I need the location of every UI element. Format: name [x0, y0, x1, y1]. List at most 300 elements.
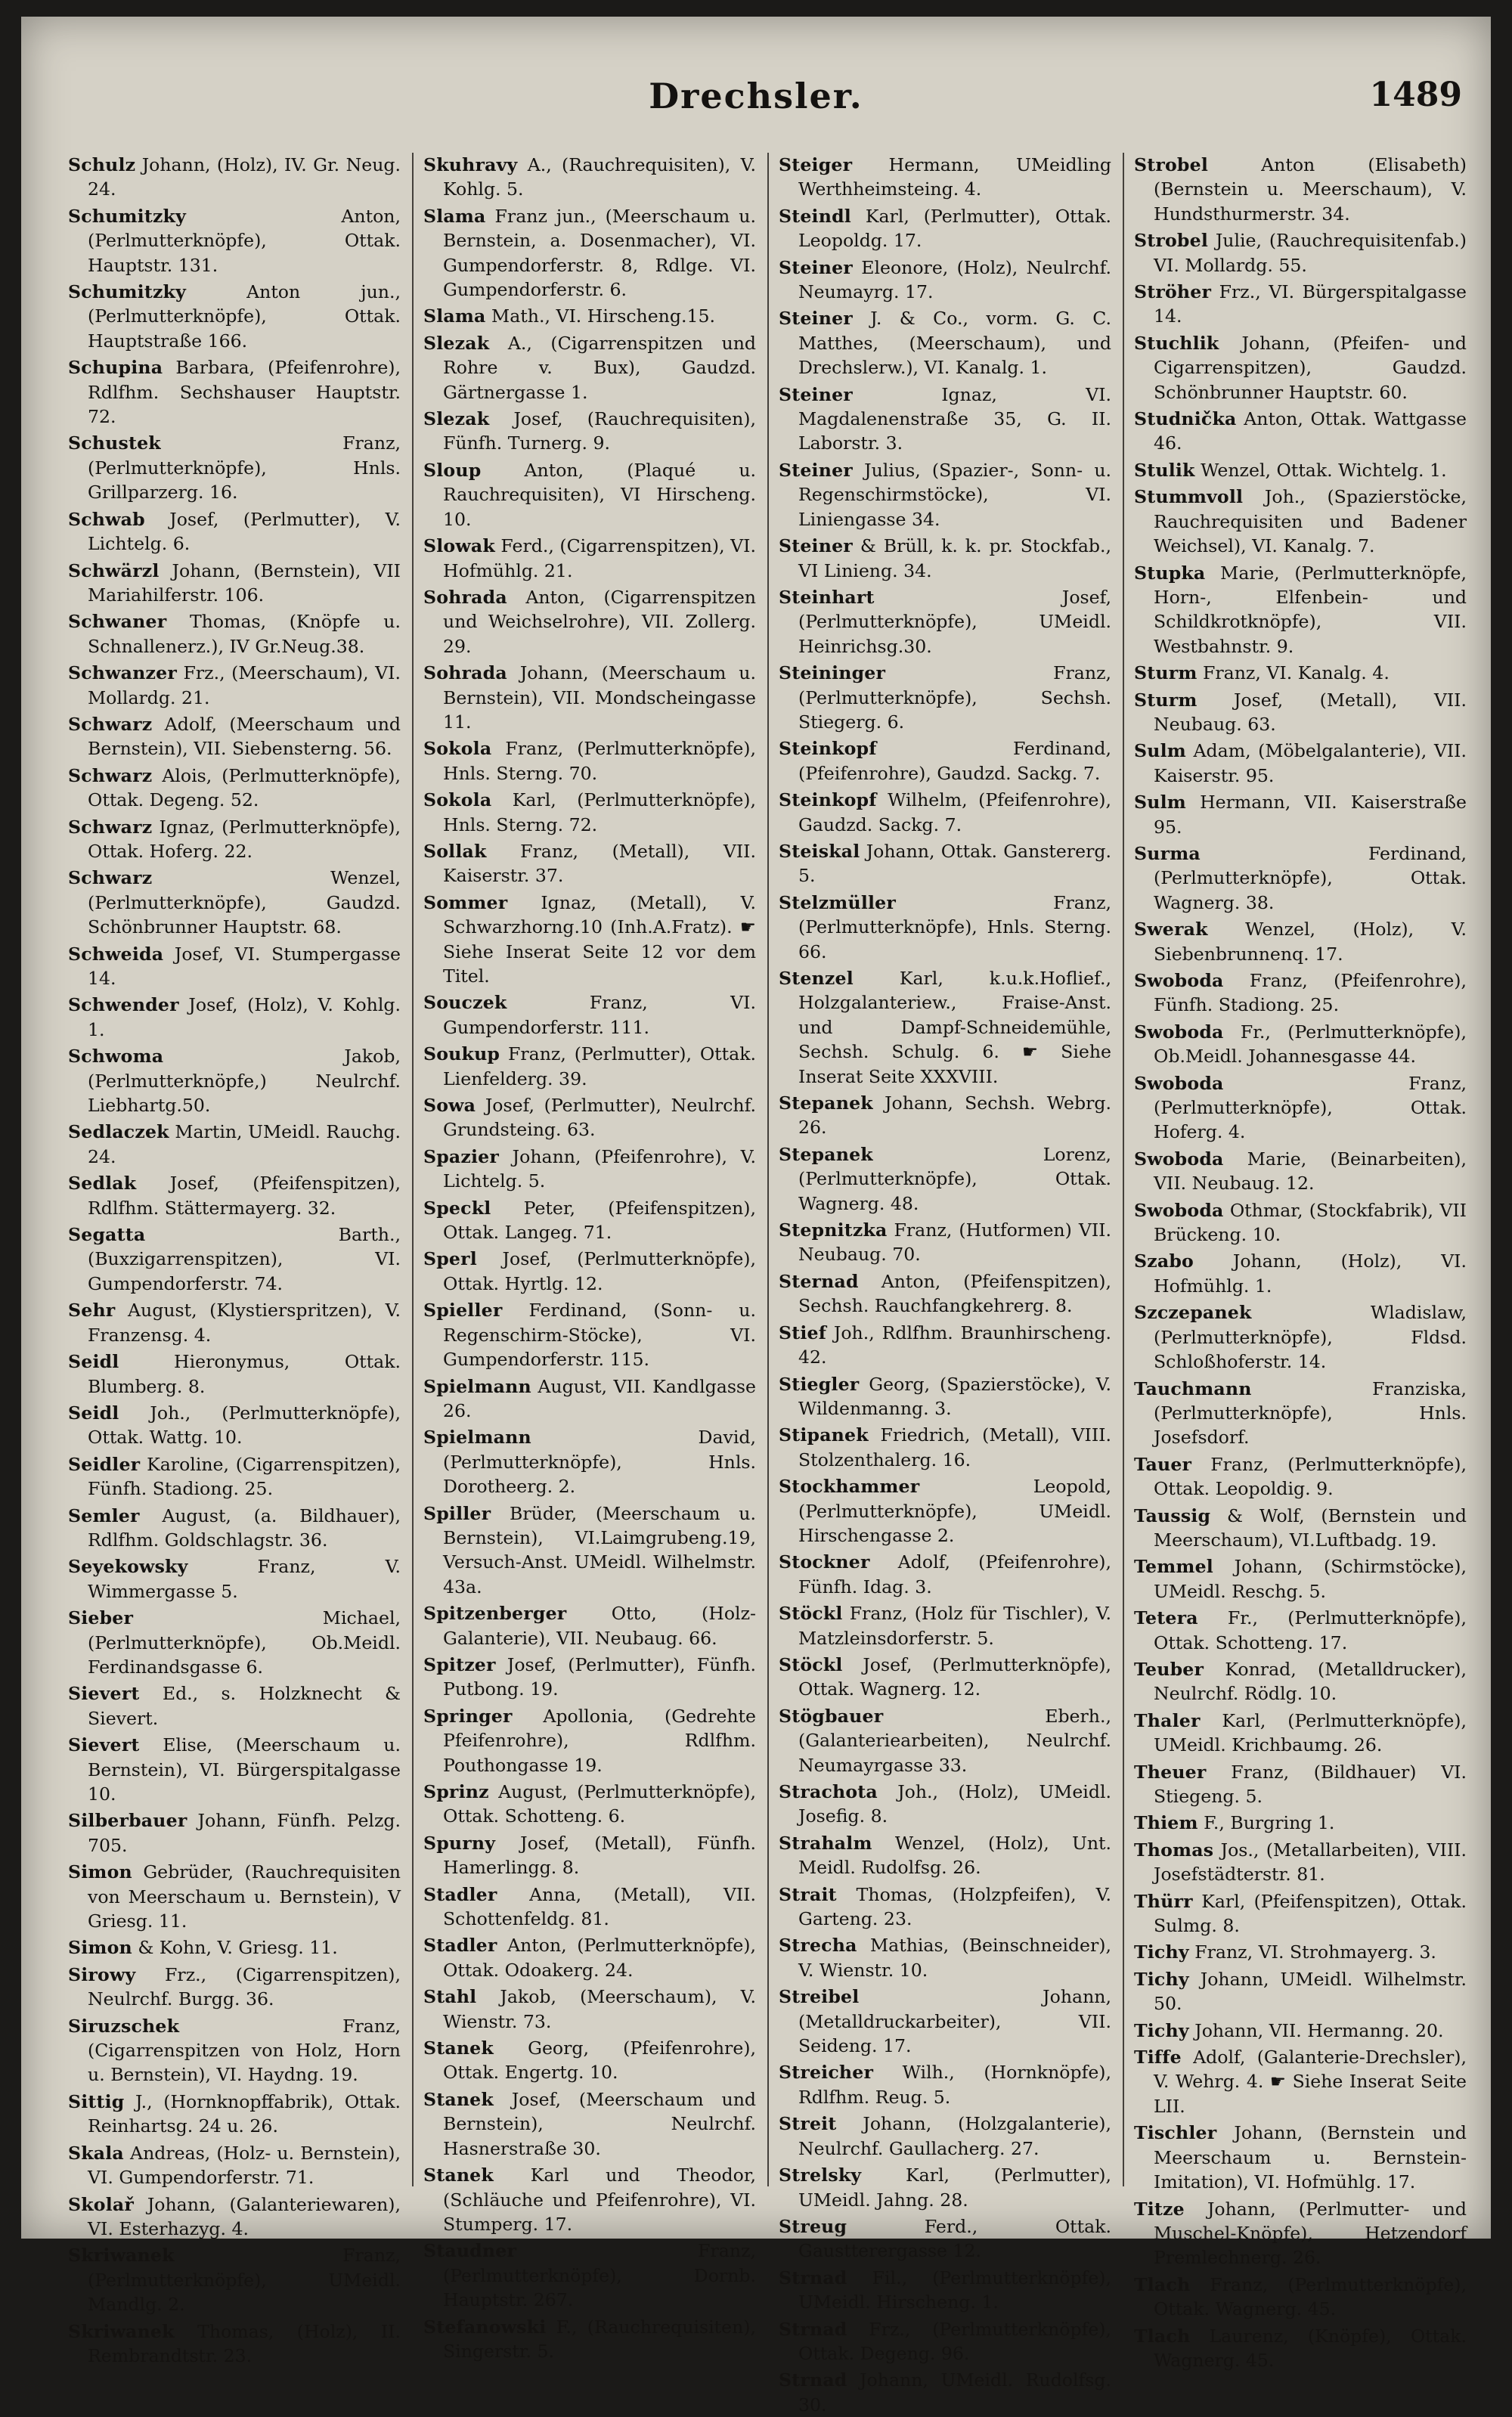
entry-details: Konrad, (Metalldrucker), Neulrchf. Rödlg. 10. — [1154, 1658, 1467, 1705]
entry-name: Strnad — [779, 2267, 847, 2288]
entry-details: Josef, (Perlmutterknöpfe), Ottak. Wagnerg. 12. — [798, 1653, 1111, 1700]
entry-details: Johann, UMeidl. Rudolfsg. 30. — [798, 2369, 1112, 2415]
directory-entry — [1134, 841, 1467, 915]
entry-details: Franz, (Perlmutterknöpfe), UMeidl. Mandlg. 2. — [88, 2245, 401, 2316]
entry-name: Skala — [68, 2142, 124, 2164]
entry-details: Joh., (Perlmutterknöpfe), Ottak. Wattg. 10. — [88, 1402, 401, 1449]
entry-details: Franz, (Perlmutterknöpfe), Hnls. Grillparzerg. 16. — [88, 432, 401, 504]
entry-name: Schwarz — [68, 764, 153, 786]
directory-entry — [423, 585, 756, 658]
entry-details: Peter, (Pfeifenspitzen), Ottak. Langeg. 71. — [443, 1197, 756, 1244]
directory-entry — [1134, 2121, 1467, 2194]
entry-name: Stöckl — [779, 1603, 843, 1625]
entry-name: Schwarz — [68, 816, 153, 838]
directory-entry — [68, 2141, 401, 2190]
entry-name: Strait — [779, 1883, 837, 1905]
entry-name: Thomas — [1134, 1839, 1214, 1861]
entry-name: Stelzmüller — [779, 891, 896, 913]
entry-details: August, (Perlmutterknöpfe), Ottak. Schotteng. 6. — [443, 1781, 756, 1827]
entry-details: Anton jun., (Perlmutterknöpfe), Ottak. Hauptstraße 166. — [88, 281, 401, 352]
entry-details: Johann, (Schirmstöcke), UMeidl. Reschg. 5. — [1154, 1556, 1467, 1602]
entry-details: Johann, (Galanteriewaren), VI. Esterhazyg. 4. — [88, 2193, 401, 2239]
entry-name: Stepanek — [779, 1143, 873, 1165]
directory-entry — [423, 407, 756, 456]
entry-name: Strachota — [779, 1781, 878, 1802]
entry-details: Hieronymus, Ottak. Blumberg. 8. — [88, 1351, 401, 1397]
entry-name: Swoboda — [1134, 1021, 1224, 1043]
directory-entry — [779, 2060, 1111, 2109]
entry-details: Franz, (Metall), VII. Kaiserstr. 37. — [443, 840, 756, 887]
entry-details: Karl und Theodor, (Schläuche und Pfeifenrohre), VI. Stumperg. 17. — [443, 2164, 757, 2235]
entry-name: Strahalm — [779, 1832, 872, 1854]
directory-entry — [423, 1601, 756, 1650]
directory-entry — [68, 1298, 401, 1347]
entry-name: Stadler — [423, 1935, 497, 1957]
entry-details: & Brüll, k. k. pr. Stockfab., VI Linieng. 34. — [798, 535, 1111, 581]
directory-entry — [779, 891, 1111, 964]
entry-details: Franz, (Perlmutterknöpfe), Sechsh. Stiegerg. 6. — [798, 662, 1111, 733]
directory-entry — [423, 2163, 756, 2236]
entry-name: Sloup — [423, 459, 482, 481]
entry-details: Andreas, (Holz- u. Bernstein), VI. Gumpendorferstr. 71. — [88, 2142, 401, 2189]
directory-entry — [68, 661, 401, 710]
entry-details: Otto, (Holz-Galanterie), VII. Neubaug. 66. — [443, 1603, 756, 1649]
directory-entry — [1134, 1249, 1467, 1298]
directory-entry — [68, 431, 401, 504]
entry-name: Slama — [423, 305, 486, 327]
entry-details: Friedrich, (Metall), VIII. Stolzenthalerg. 16. — [798, 1424, 1112, 1470]
column-2 — [423, 153, 757, 2362]
directory-entry — [1134, 1452, 1467, 1501]
entry-details: Johann, (Meerschaum u. Bernstein), VII. Mondscheingasse 11. — [443, 662, 757, 733]
entry-name: Steinhart — [779, 586, 875, 608]
entry-details: Josef, (Pfeifenspitzen), Rdlfhm. Stättermayerg. 32. — [88, 1173, 401, 1219]
entry-details: Thomas, (Holzpfeifen), V. Garteng. 23. — [798, 1883, 1112, 1930]
directory-entry — [423, 1780, 756, 1829]
directory-entry — [1134, 228, 1467, 277]
entry-name: Sehr — [68, 1300, 116, 1322]
entry-details: Ignaz, (Perlmutterknöpfe), Ottak. Hoferg. 22. — [88, 816, 401, 862]
entry-name: Sturm — [1134, 689, 1198, 711]
entry-details: Johann, UMeidl. Wilhelmstr. 50. — [1154, 1968, 1467, 2015]
entry-name: Tichy — [1134, 1941, 1189, 1963]
directory-entry — [423, 1374, 756, 1424]
entry-details: Karl, (Perlmutter), UMeidl. Jahng. 28. — [798, 2164, 1111, 2211]
entry-name: Steiner — [779, 459, 853, 481]
entry-name: Stöckl — [779, 1653, 843, 1675]
entry-name: Sokola — [423, 738, 492, 760]
entry-name: Schumitzky — [68, 205, 186, 227]
entry-details: Barbara, (Pfeifenrohre), Rdlfhm. Sechshauser Hauptstr. 72. — [88, 357, 401, 428]
entry-name: Stanek — [423, 2088, 494, 2110]
directory-entry — [423, 1298, 756, 1371]
entry-name: Stepnitzka — [779, 1219, 888, 1241]
entry-details: Johann, (Pfeifenrohre), V. Lichtelg. 5. — [443, 1145, 756, 1192]
entry-details: Franz, VI. Strohmayerg. 3. — [1194, 1941, 1436, 1963]
entry-details: Franz, (Cigarrenspitzen von Holz, Horn u. Bernstein), VI. Haydng. 19. — [88, 2015, 401, 2086]
entry-details: Frz., (Meerschaum), VI. Mollardg. 21. — [88, 662, 401, 708]
directory-entry — [779, 661, 1111, 734]
entry-details: Frz., VI. Bürgerspitalgasse 14. — [1154, 281, 1467, 327]
directory-entry — [68, 712, 401, 761]
entry-name: Seidler — [68, 1453, 141, 1475]
entry-details: Franz, (Perlmutterknöpfe), Ottak. Wagnerg. 45. — [1154, 2273, 1467, 2320]
entry-name: Strelsky — [779, 2164, 862, 2186]
directory-entry — [1134, 1377, 1467, 1450]
page-header — [21, 76, 1491, 129]
entry-details: Franz, (Perlmutterknöpfe), Ottak. Hoferg. 4. — [1154, 1072, 1467, 1143]
entry-details: Josef, (Meerschaum und Bernstein), Neulrchf. Hasnerstraße 30. — [443, 2088, 756, 2159]
entry-details: Barth., (Buxzigarrenspitzen), VI. Gumpendorferstr. 74. — [88, 1224, 401, 1294]
directory-entry — [423, 2239, 756, 2312]
entry-name: Stulik — [1134, 459, 1195, 481]
entry-details: Lorenz, (Perlmutterknöpfe), Ottak. Wagnerg. 48. — [798, 1143, 1111, 1214]
directory-entry — [779, 585, 1111, 658]
entry-name: Stadler — [423, 1883, 497, 1905]
directory-entry — [423, 1653, 756, 1702]
entry-name: Sternad — [779, 1270, 859, 1292]
entry-name: Sohrada — [423, 586, 507, 608]
directory-entry — [1134, 407, 1467, 456]
entry-name: Strobel — [1134, 154, 1208, 175]
entry-details: Georg, (Pfeifenrohre), Ottak. Engertg. 10. — [443, 2037, 757, 2084]
directory-entry — [1134, 1811, 1467, 1835]
directory-entry — [423, 534, 756, 583]
entry-name: Stahl — [423, 1986, 477, 2008]
entry-details: Adolf, (Meerschaum und Bernstein), VII. Siebensterng. 56. — [88, 713, 401, 760]
entry-details: A., (Rauchrequisiten), V. Kohlg. 5. — [443, 154, 756, 200]
entry-details: Laurenz, (Knöpfe), Ottak. Wagnerg. 45. — [1154, 2325, 1467, 2371]
entry-details: Wilhelm, (Pfeifenrohre), Gaudzd. Sackg. 7. — [798, 789, 1112, 835]
entry-name: Taussig — [1134, 1504, 1211, 1526]
entry-name: Streibel — [779, 1986, 860, 2008]
entry-details: Math., VI. Hirscheng.15. — [491, 305, 716, 327]
directory-entry — [68, 1963, 401, 2012]
entry-details: Mathias, (Beinschneider), V. Wienstr. 10. — [798, 1935, 1112, 1981]
entry-name: Stockhammer — [779, 1476, 920, 1498]
directory-entry — [423, 1042, 756, 1091]
directory-entry — [68, 866, 401, 939]
entry-name: Slama — [423, 205, 486, 227]
directory-entry — [68, 1120, 401, 1169]
entry-details: Franz, (Perlmutterknöpfe), Dornb. Hauptstr. 267. — [443, 2240, 756, 2311]
directory-entry — [423, 331, 756, 404]
entry-name: Skuhravy — [423, 154, 518, 175]
entry-details: Johann, Sechsh. Webrg. 26. — [798, 1092, 1111, 1139]
entry-name: Stefanowski — [423, 2316, 547, 2338]
entry-details: Ed., s. Holzknecht & Sievert. — [88, 1683, 401, 1729]
entry-name: Tlach — [1134, 2325, 1191, 2347]
entry-details: Joh., (Spazierstöcke, Rauchrequisiten und Badener Weichsel), VI. Kanalg. 7. — [1154, 486, 1467, 557]
entry-details: Ferd., Ottak. Gaustterergasse 12. — [798, 2215, 1112, 2262]
entry-name: Siruzschek — [68, 2015, 180, 2037]
directory-entry — [1134, 1760, 1467, 1809]
entry-name: Schwanzer — [68, 662, 177, 684]
entry-details: Franz, (Perlmutterknöpfe), Ottak. Leopoldig. 9. — [1154, 1453, 1467, 1500]
entry-details: August, (Klystierspritzen), V. Franzensg. 4. — [88, 1300, 401, 1346]
entry-details: Othmar, (Stockfabrik), VII Brückeng. 10. — [1154, 1199, 1467, 1246]
entry-details: Franz, V. Wimmergasse 5. — [88, 1556, 401, 1602]
entry-details: Jakob, (Perlmutterknöpfe,) Neulrchf. Liebhartg.50. — [88, 1046, 401, 1117]
directory-entry — [68, 1222, 401, 1296]
directory-entry — [68, 1935, 401, 1960]
directory-entry — [423, 1501, 756, 1600]
entry-name: Soukup — [423, 1043, 500, 1065]
entry-name: Szabo — [1134, 1250, 1194, 1272]
entry-name: Titze — [1134, 2198, 1185, 2220]
directory-entry — [423, 1425, 756, 1498]
entry-name: Swoboda — [1134, 970, 1224, 991]
entry-details: Martin, UMeidl. Rauchg. 24. — [88, 1121, 401, 1167]
directory-entry — [68, 1808, 401, 1858]
entry-details: Karl, (Perlmutterknöpfe), UMeidl. Krichbaumg. 26. — [1154, 1709, 1467, 1756]
entry-name: Streit — [779, 2113, 837, 2135]
entry-name: Schwender — [68, 994, 179, 1016]
directory-entry — [68, 2192, 401, 2242]
entry-details: Fr., (Perlmutterknöpfe), Ob.Meidl. Johannesgasse 44. — [1154, 1021, 1467, 1068]
entry-name: Strnad — [779, 2318, 847, 2340]
directory-entry — [1134, 1147, 1467, 1196]
directory-entry — [1134, 1709, 1467, 1758]
entry-details: Hermann, UMeidling Werthheimsteing. 4. — [798, 154, 1111, 200]
directory-entry — [1134, 1020, 1467, 1069]
directory-entry — [1134, 790, 1467, 839]
entry-name: Sieber — [68, 1607, 134, 1629]
entry-name: Silberbauer — [68, 1810, 187, 1832]
entry-details: August, VII. Kandlgasse 26. — [443, 1375, 757, 1421]
entry-details: Georg, (Spazierstöcke), V. Wildenmanng. 3. — [798, 1373, 1111, 1419]
entry-details: Johann, (Perlmutter- und Muschel-Knöpfe), Hetzendorf Premlechnerg. 26. — [1154, 2198, 1467, 2269]
directory-entry — [68, 1860, 401, 1933]
column-divider — [767, 153, 769, 2186]
entry-name: Sievert — [68, 1734, 140, 1756]
entry-name: Tichy — [1134, 1968, 1189, 1990]
entry-name: Spieller — [423, 1300, 503, 1322]
entry-name: Theuer — [1134, 1761, 1207, 1783]
entry-name: Stepanek — [779, 1092, 873, 1114]
entry-name: Thaler — [1134, 1709, 1201, 1731]
entry-name: Thiem — [1134, 1812, 1198, 1834]
directory-entry — [423, 839, 756, 888]
entry-name: Simon — [68, 1937, 132, 1959]
directory-entry — [68, 1401, 401, 1450]
entry-details: Josef, (Holz), V. Kohlg. 1. — [88, 994, 401, 1040]
directory-entry — [68, 1171, 401, 1220]
directory-entry — [1134, 2045, 1467, 2118]
directory-entry — [423, 1145, 756, 1194]
directory-entry — [1134, 1657, 1467, 1706]
entry-name: Spitzenberger — [423, 1603, 567, 1625]
entry-name: Stuchlik — [1134, 332, 1219, 354]
entry-name: Strnad — [779, 2369, 847, 2391]
directory-entry — [423, 1882, 756, 1932]
entry-name: Steiner — [779, 308, 853, 330]
directory-entry — [1134, 331, 1467, 404]
entry-name: Szczepanek — [1134, 1302, 1252, 1324]
entry-name: Steiskal — [779, 840, 860, 862]
entry-name: Tlach — [1134, 2273, 1191, 2295]
entry-details: Franz, VI. Gumpendorferstr. 111. — [443, 992, 756, 1038]
directory-entry — [423, 153, 756, 202]
directory-entry — [1134, 688, 1467, 737]
entry-details: Josef, (Metall), VII. Neubaug. 63. — [1154, 689, 1467, 735]
entry-name: Tischler — [1134, 2122, 1217, 2144]
entry-name: Sommer — [423, 891, 508, 913]
directory-entry — [779, 1218, 1111, 1267]
directory-entry — [779, 1423, 1111, 1472]
entry-details: Marie, (Beinarbeiten), VII. Neubaug. 12. — [1154, 1148, 1467, 1195]
directory-entry — [1134, 2197, 1467, 2270]
entry-name: Spitzer — [423, 1653, 496, 1675]
entry-details: Johann, VII. Hermanng. 20. — [1194, 2019, 1444, 2041]
directory-entry — [1134, 1940, 1467, 1964]
entry-name: Slezak — [423, 332, 490, 354]
directory-entry — [1134, 2019, 1467, 2043]
entry-name: Sturm — [1134, 662, 1198, 684]
entry-name: Steininger — [779, 662, 886, 684]
directory-entry — [68, 2319, 401, 2369]
directory-entry — [1134, 1071, 1467, 1145]
entry-name: Sulm — [1134, 792, 1186, 813]
entry-details: Johann, Ottak. Ganstererg. 5. — [798, 840, 1111, 887]
entry-details: Julius, (Spazier-, Sonn- u. Regenschirmstöcke), VI. Liniengasse 34. — [798, 459, 1112, 530]
entry-name: Tiffe — [1134, 2047, 1182, 2068]
directory-entry — [779, 204, 1111, 253]
entry-name: Sprinz — [423, 1781, 489, 1802]
entry-details: Ferdinand, (Perlmutterknöpfe), Ottak. Wagnerg. 38. — [1154, 842, 1467, 913]
entry-details: Johann, (Holzgalanterie), Neulrchf. Gaullacherg. 27. — [798, 2113, 1111, 2159]
directory-entry — [68, 1349, 401, 1399]
entry-name: Staudner — [423, 2240, 517, 2262]
entry-details: Franz, (Perlmutterknöpfe), Hnls. Sterng. 66. — [798, 891, 1111, 962]
entry-name: Sedlaczek — [68, 1121, 169, 1143]
entry-details: Wilh., (Hornknöpfe), Rdlfhm. Reug. 5. — [798, 2062, 1112, 2108]
directory-entry — [779, 1269, 1111, 1319]
entry-name: Stockner — [779, 1551, 870, 1573]
entry-name: Temmel — [1134, 1556, 1213, 1578]
entry-columns — [68, 153, 1468, 2415]
entry-name: Stanek — [423, 2037, 494, 2059]
directory-entry — [68, 609, 401, 658]
directory-entry — [68, 1452, 401, 1501]
entry-details: Josef, (Rauchrequisiten), Fünfh. Turnerg. 9. — [443, 408, 757, 454]
entry-name: Schustek — [68, 432, 161, 454]
directory-entry — [1134, 458, 1467, 482]
entry-name: Sievert — [68, 1683, 140, 1705]
directory-entry — [68, 1504, 401, 1553]
entry-name: Tetera — [1134, 1607, 1198, 1629]
entry-name: Tauer — [1134, 1453, 1192, 1475]
directory-entry — [779, 1780, 1111, 1829]
directory-entry — [68, 815, 401, 864]
entry-details: Ignaz, VI. Magdalenenstraße 35, G. II. Laborstr. 3. — [798, 383, 1111, 454]
entry-name: Sollak — [423, 840, 487, 862]
entry-details: Karl, (Pfeifenspitzen), Ottak. Sulmg. 8. — [1154, 1890, 1467, 1937]
entry-name: Springer — [423, 1705, 513, 1727]
entry-name: Souczek — [423, 992, 507, 1014]
directory-entry — [779, 788, 1111, 837]
entry-details: Anton (Elisabeth) (Bernstein u. Meerschaum), V. Hundsthurmerstr. 34. — [1154, 154, 1467, 225]
entry-details: Karoline, (Cigarrenspitzen), Fünfh. Stadiong. 25. — [88, 1453, 401, 1500]
entry-details: Eberh., (Galanteriearbeiten), Neulrchf. Neumayrgasse 33. — [798, 1705, 1111, 1776]
directory-entry — [423, 788, 756, 837]
entry-details: Franz, (Perlmutterknöpfe), Hnls. Sterng. 70. — [443, 738, 756, 784]
entry-details: Franz, (Pfeifenrohre), Fünfh. Stadiong. 25. — [1154, 970, 1467, 1016]
entry-details: Elise, (Meerschaum u. Bernstein), VI. Bürgerspitalgasse 10. — [88, 1734, 401, 1805]
directory-entry — [1134, 1838, 1467, 1887]
entry-details: Josef, (Perlmutterknöpfe), UMeidl. Heinrichsg.30. — [798, 586, 1111, 657]
entry-details: Johann, (Pfeifen- und Cigarrenspitzen), Gaudzd. Schönbrunner Hauptstr. 60. — [1154, 332, 1467, 403]
directory-entry — [423, 891, 756, 989]
entry-details: Wladislaw, (Perlmutterknöpfe), Fldsd. Schloßhoferstr. 14. — [1154, 1302, 1467, 1373]
directory-entry — [68, 2243, 401, 2316]
entry-details: Eleonore, (Holz), Neulrchf. Neumayrg. 17. — [798, 256, 1112, 303]
entry-name: Slowak — [423, 535, 495, 557]
directory-entry — [423, 1704, 756, 1777]
directory-entry — [779, 1882, 1111, 1932]
directory-entry — [68, 280, 401, 353]
entry-details: Josef, (Perlmutterknöpfe), Ottak. Hyrtlg. 12. — [443, 1248, 757, 1294]
entry-details: Fr., (Perlmutterknöpfe), Ottak. Schotteng. 17. — [1154, 1607, 1467, 1653]
directory-entry — [1134, 917, 1467, 966]
entry-details: Wenzel, (Perlmutterknöpfe), Gaudzd. Schönbrunner Hauptstr. 68. — [88, 867, 401, 938]
entry-name: Spielmann — [423, 1375, 531, 1397]
entry-name: Sowa — [423, 1095, 476, 1117]
column-divider — [1123, 153, 1124, 2186]
directory-page — [21, 17, 1491, 2415]
entry-name: Swoboda — [1134, 1072, 1224, 1094]
directory-entry — [1134, 2273, 1467, 2322]
entry-name: Schwärzl — [68, 559, 160, 581]
directory-entry — [68, 1733, 401, 1806]
directory-entry — [779, 1550, 1111, 1599]
entry-name: Stanek — [423, 2164, 494, 2186]
entry-details: Hermann, VII. Kaiserstraße 95. — [1154, 792, 1467, 838]
entry-name: Sittig — [68, 2090, 125, 2112]
entry-details: Franziska, (Perlmutterknöpfe), Hnls. Josefsdorf. — [1154, 1377, 1467, 1449]
directory-entry — [68, 1044, 401, 1117]
entry-name: Surma — [1134, 842, 1201, 864]
entry-name: Spurny — [423, 1832, 496, 1854]
entry-name: Swoboda — [1134, 1199, 1224, 1221]
directory-entry — [779, 383, 1111, 456]
entry-details: A., (Cigarrenspitzen und Rohre v. Bux), Gaudzd. Gärtnergasse 1. — [443, 332, 757, 403]
directory-entry — [779, 1142, 1111, 1216]
entry-name: Stögbauer — [779, 1705, 884, 1727]
entry-details: Ferdinand, (Sonn- u. Regenschirm-Stöcke), VI. Gumpendorferstr. 115. — [443, 1300, 756, 1371]
directory-entry — [423, 304, 756, 328]
entry-details: Brüder, (Meerschaum u. Bernstein), VI.Laimgrubeng.19, Versuch-Anst. UMeidl. Wilhelmstr. 43a. — [443, 1502, 756, 1597]
entry-name: Steinkopf — [779, 789, 877, 811]
entry-details: Josef, (Metall), Fünfh. Hamerlingg. 8. — [443, 1832, 757, 1879]
entry-name: Thürr — [1134, 1890, 1193, 1912]
entry-details: Joh., (Holz), UMeidl. Josefig. 8. — [798, 1781, 1111, 1827]
directory-entry — [1134, 1967, 1467, 2016]
directory-entry — [68, 2090, 401, 2139]
directory-entry — [779, 2266, 1111, 2315]
entry-details: Josef, (Perlmutter), V. Lichtelg. 6. — [88, 508, 401, 555]
directory-entry — [423, 204, 756, 302]
entry-details: Josef, (Perlmutter), Fünfh. Putbong. 19. — [443, 1653, 756, 1700]
directory-entry — [68, 1606, 401, 1679]
entry-details: Karl, k.u.k.Hoflief., Holzgalanteriew., Fraise-Anst. und Dampf-Schneidemühle, Sechsh. Schulg. 6. ☛ Siehe Inserat Seite XXXVIII. — [798, 968, 1111, 1087]
directory-entry — [779, 2112, 1111, 2161]
directory-entry — [423, 1196, 756, 1245]
entry-details: Josef, (Perlmutter), Neulrchf. Grundsteing. 63. — [443, 1095, 756, 1141]
directory-entry — [68, 942, 401, 991]
column-3 — [779, 153, 1112, 2415]
entry-name: Seidl — [68, 1402, 119, 1424]
